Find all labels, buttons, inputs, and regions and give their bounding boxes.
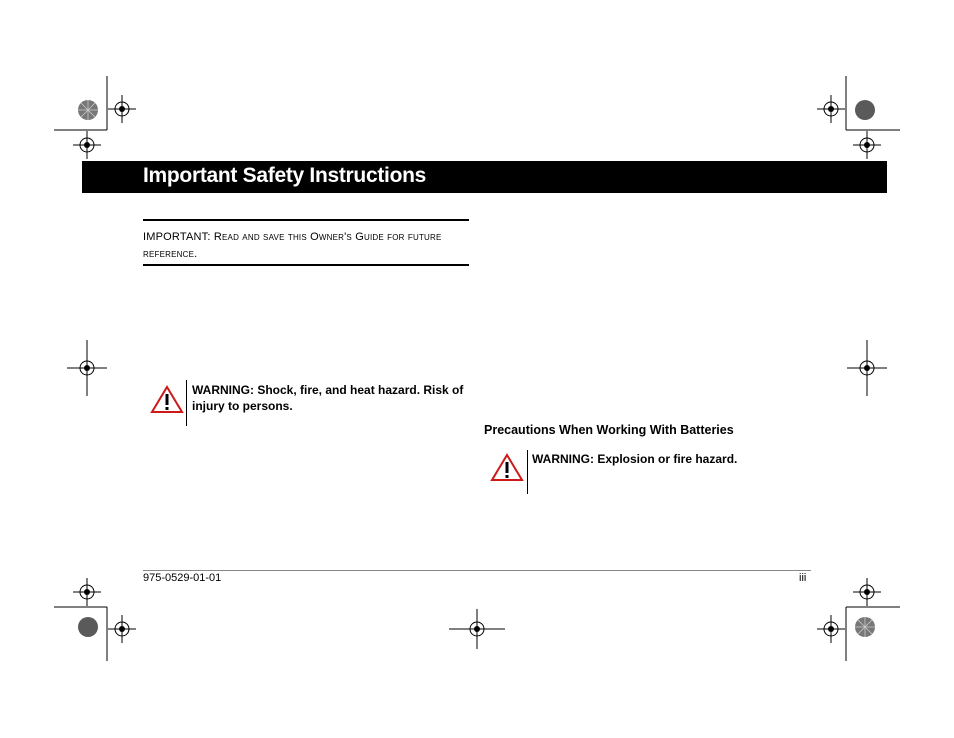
footer-doc-number: 975-0529-01-01 xyxy=(143,572,222,584)
section-heading: Precautions When Working With Batteries xyxy=(484,423,734,437)
warning-1-text: WARNING: Shock, fire, and heat hazard. Risk of injury to persons. xyxy=(192,383,464,413)
color-target-icon xyxy=(78,100,875,637)
important-note: IMPORTANT: Read and save this Owner's Guide for future reference. xyxy=(143,231,442,260)
page-title: Important Safety Instructions xyxy=(143,164,427,187)
warning-2-text: WARNING: Explosion or fire hazard. xyxy=(532,452,738,466)
footer-page-number: iii xyxy=(799,572,807,584)
registration-mark-icon xyxy=(67,95,887,649)
